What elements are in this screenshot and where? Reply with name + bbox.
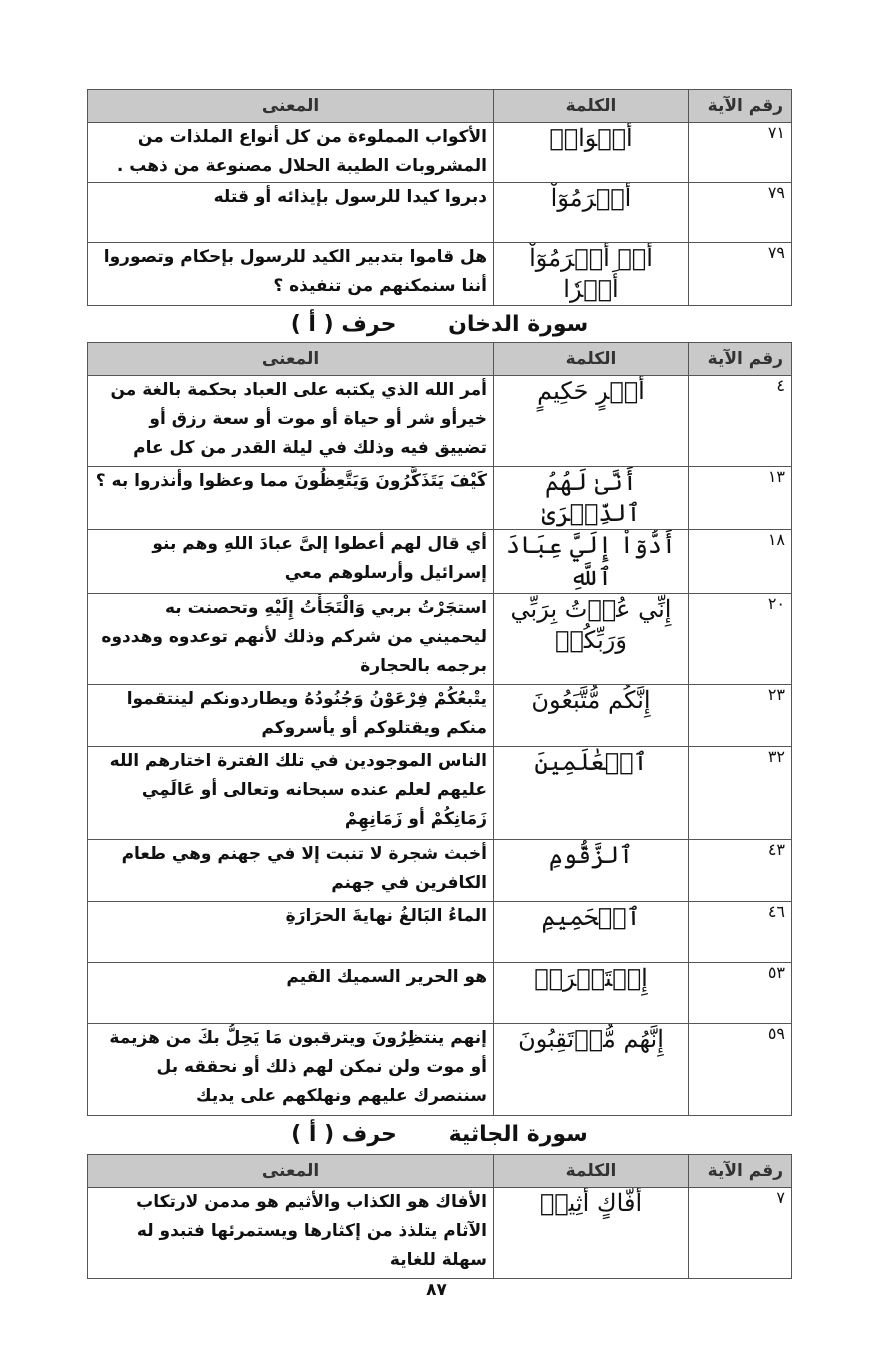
glossary-table-1 xyxy=(87,89,792,306)
header-word: الكلمة xyxy=(494,1155,689,1188)
word-meaning: الأكواب المملوءة من كل أنواع الملذات من المشروبات الطيبة الحلال مصنوعة من ذهب . xyxy=(88,123,494,183)
quran-word: إِسۡتَبۡرَقٖ xyxy=(494,962,689,1023)
quran-word: ٱلۡحَمِيمِ xyxy=(494,901,689,962)
ayah-number: ٧ xyxy=(689,1188,792,1279)
ayah-number: ٢٣ xyxy=(689,684,792,746)
quran-word: أَنَّىٰ لَهُمُ ٱلذِّكۡرَىٰ xyxy=(494,467,689,530)
surah-heading-jathiya xyxy=(87,1118,792,1152)
quran-word: ٱلۡعَٰلَمِينَ xyxy=(494,746,689,839)
table-row xyxy=(88,467,792,530)
quran-word: أَمۡرٍ حَكِيمٍ xyxy=(494,376,689,467)
table-row xyxy=(88,530,792,593)
table-row xyxy=(88,593,792,684)
table-header xyxy=(88,90,792,123)
word-meaning: الأفاك هو الكذاب والأثيم هو مدمن لارتكاب الآثام يتلذذ من إكثارها ويستمرئها فتبدو له سهلة للغاية xyxy=(88,1188,494,1279)
quran-word: إِنَّهُم مُّرۡتَقِبُونَ xyxy=(494,1023,689,1115)
ayah-number: ١٨ xyxy=(689,530,792,593)
glossary-table-2 xyxy=(87,342,792,1116)
surah-title: سورة الجاثية xyxy=(448,1122,588,1147)
quran-word: أَبۡرَمُوٓاْ xyxy=(494,183,689,243)
word-meaning: الماءُ البَالغُ نهايةَ الحرَارَةِ xyxy=(88,901,494,962)
ayah-number: ٥٣ xyxy=(689,962,792,1023)
ayah-number: ٥٩ xyxy=(689,1023,792,1115)
table-row xyxy=(88,376,792,467)
page-number: ٨٧ xyxy=(426,1280,447,1300)
table-row xyxy=(88,901,792,962)
word-meaning: استجَرْتُ بربي وَالْتَجَأْتُ إِلَيْهِ وتحصنت به ليحميني من شركم وذلك لأنهم توعدوه وهددوه برجمه بالحجارة xyxy=(88,593,494,684)
header-meaning: المعنى xyxy=(88,1155,494,1188)
ayah-number: ٤ xyxy=(689,376,792,467)
glossary-table-3 xyxy=(87,1154,792,1279)
table-row xyxy=(88,962,792,1023)
table-row xyxy=(88,1023,792,1115)
table-header xyxy=(88,343,792,376)
header-word: الكلمة xyxy=(494,343,689,376)
word-meaning: أخبث شجرة لا تنبت إلا في جهنم وهي طعام الكافرين في جهنم xyxy=(88,839,494,901)
harf-label: حرف ( أ ) xyxy=(290,312,397,337)
harf-label: حرف ( أ ) xyxy=(291,1122,397,1147)
word-meaning: هل قاموا بتدبير الكيد للرسول بإحكام وتصوروا أننا سنمكنهم من تنفيذه ؟ xyxy=(88,243,494,306)
ayah-number: ١٣ xyxy=(689,467,792,530)
word-meaning: هو الحرير السميك القيم xyxy=(88,962,494,1023)
ayah-number: ٤٣ xyxy=(689,839,792,901)
quran-word: أَكۡوَابٖ xyxy=(494,123,689,183)
ayah-number: ٤٦ xyxy=(689,901,792,962)
quran-word: أَدُّوٓاْ إِلَيَّ عِبَادَ ٱللَّهِ xyxy=(494,530,689,593)
table-row xyxy=(88,1188,792,1279)
quran-word: أَفَّاكٍ أَثِيمٖ xyxy=(494,1188,689,1279)
table-row xyxy=(88,746,792,839)
table-header xyxy=(88,1155,792,1188)
table-row xyxy=(88,839,792,901)
word-meaning: الناس الموجودين في تلك الفترة اختارهم الله عليهم لعلم عنده سبحانه وتعالى أو عَالَمِي زَمَانِكُمْ أو زَمَانِهِمْ xyxy=(88,746,494,839)
header-word: الكلمة xyxy=(494,90,689,123)
word-meaning: يتْبعُكُمْ فِرْعَوْنُ وَجُنُودُهُ ويطاردونكم لينتقموا منكم ويقتلوكم أو يأسروكم xyxy=(88,684,494,746)
header-ayah: رقم الآية xyxy=(689,90,792,123)
header-meaning: المعنى xyxy=(88,90,494,123)
header-meaning: المعنى xyxy=(88,343,494,376)
word-meaning: أي قال لهم أعطوا إلىَّ عبادَ اللهِ وهم بنو إسرائيل وأرسلوهم معي xyxy=(88,530,494,593)
header-ayah: رقم الآية xyxy=(689,1155,792,1188)
header-ayah: رقم الآية xyxy=(689,343,792,376)
word-meaning: إنهم ينتظِرُونَ ويترقبون مَا يَحِلُّ بكَ من هزيمة أو موت ولن نمكن لهم ذلك أو نحققه بل سننصرك عليهم ونهلكهم على يديك xyxy=(88,1023,494,1115)
table-row xyxy=(88,684,792,746)
ayah-number: ٢٠ xyxy=(689,593,792,684)
quran-word: ٱلزَّقُّومِ xyxy=(494,839,689,901)
quran-word: إِنَّكُم مُّتَّبَعُونَ xyxy=(494,684,689,746)
table-row xyxy=(88,123,792,183)
word-meaning: كَيْفَ يَتَذَكَّرُونَ وَيَتَّعِظُونَ مما وعظوا وأنذروا به ؟ xyxy=(88,467,494,530)
surah-heading-dukhan xyxy=(87,308,792,342)
table-row xyxy=(88,243,792,306)
ayah-number: ٧١ xyxy=(689,123,792,183)
surah-title: سورة الدخان xyxy=(448,312,589,337)
quran-word: أَمۡ أَبۡرَمُوٓاْ أَمۡرٗا xyxy=(494,243,689,306)
word-meaning: دبروا كيدا للرسول بإيذائه أو قتله xyxy=(88,183,494,243)
ayah-number: ٧٩ xyxy=(689,243,792,306)
ayah-number: ٧٩ xyxy=(689,183,792,243)
ayah-number: ٣٢ xyxy=(689,746,792,839)
word-meaning: أمر الله الذي يكتبه على العباد بحكمة بالغة من خيرأو شر أو حياة أو موت أو سعة رزق أو تضييق فيه وذلك في ليلة القدر من كل عام xyxy=(88,376,494,467)
quran-word: إِنِّي عُذۡتُ بِرَبِّي وَرَبِّكُمۡ xyxy=(494,593,689,684)
table-row xyxy=(88,183,792,243)
